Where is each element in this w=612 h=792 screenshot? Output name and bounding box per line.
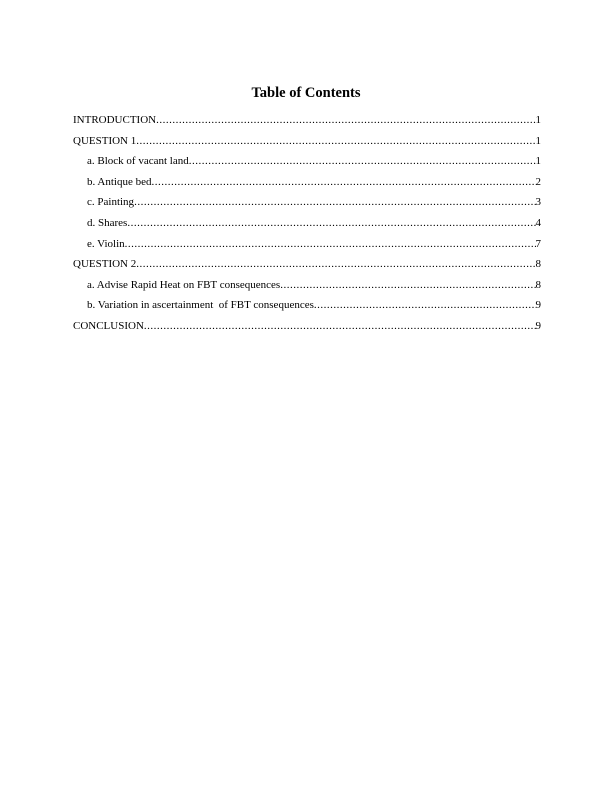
toc-dot-leader [189,154,536,168]
toc-page-number: 8 [535,258,541,271]
toc-page-number: 1 [535,155,541,168]
toc-entry-question-1[interactable] [73,134,541,155]
toc-entry-label: QUESTION 1 [73,134,137,147]
toc-page-number: 1 [535,134,541,147]
toc-page-number: 9 [535,319,541,332]
toc-page-number: 2 [535,175,541,188]
toc-dot-leader [136,134,535,148]
toc-dot-leader [136,257,535,271]
toc-dot-leader [127,216,535,230]
toc-page-number: 1 [535,114,541,126]
toc-page-number: 9 [535,299,541,312]
toc-dot-leader [156,113,535,127]
toc-dot-leader [144,319,536,333]
toc-entry-violin[interactable] [73,237,541,258]
toc-page-number: 3 [535,196,541,209]
toc-dot-leader [125,237,536,251]
toc-page-number: 8 [535,278,541,291]
toc-page-number: 4 [535,216,541,229]
toc-title: Table of Contents [251,85,361,101]
toc-entry-label: b. Variation in ascertainment of FBT consequences [87,299,314,312]
toc-entry-label: a. Advise Rapid Heat on FBT consequences [87,278,281,291]
toc-entry-label: QUESTION 2 [73,258,137,271]
toc-page-number: 7 [535,237,541,250]
toc-entry-introduction[interactable] [73,113,541,134]
toc-entry-shares[interactable] [73,216,541,237]
toc-entry-label: d. Shares [87,216,128,229]
toc-dot-leader [151,175,535,189]
toc-entry-label: CONCLUSION [73,319,144,332]
toc-entry-conclusion[interactable] [73,319,541,340]
toc-entry-variation-in-ascertainment[interactable] [73,298,541,319]
toc-entry-label: a. Block of vacant land [87,155,189,168]
toc-list [73,113,541,340]
toc-entry-label: e. Violin [87,237,125,250]
toc-entry-label: c. Painting [87,196,135,209]
toc-entry-label: b. Antique bed [87,175,152,188]
toc-entry-antique-bed[interactable] [73,175,541,196]
toc-entry-advise-rapid-heat[interactable] [73,278,541,299]
toc-entry-block-of-vacant-land[interactable] [73,154,541,175]
toc-entry-painting[interactable] [73,195,541,216]
toc-entry-label: INTRODUCTION [73,114,157,126]
toc-entry-question-2[interactable] [73,257,541,278]
toc-dot-leader [314,298,536,312]
toc-dot-leader [134,195,535,209]
toc-dot-leader [280,278,535,292]
